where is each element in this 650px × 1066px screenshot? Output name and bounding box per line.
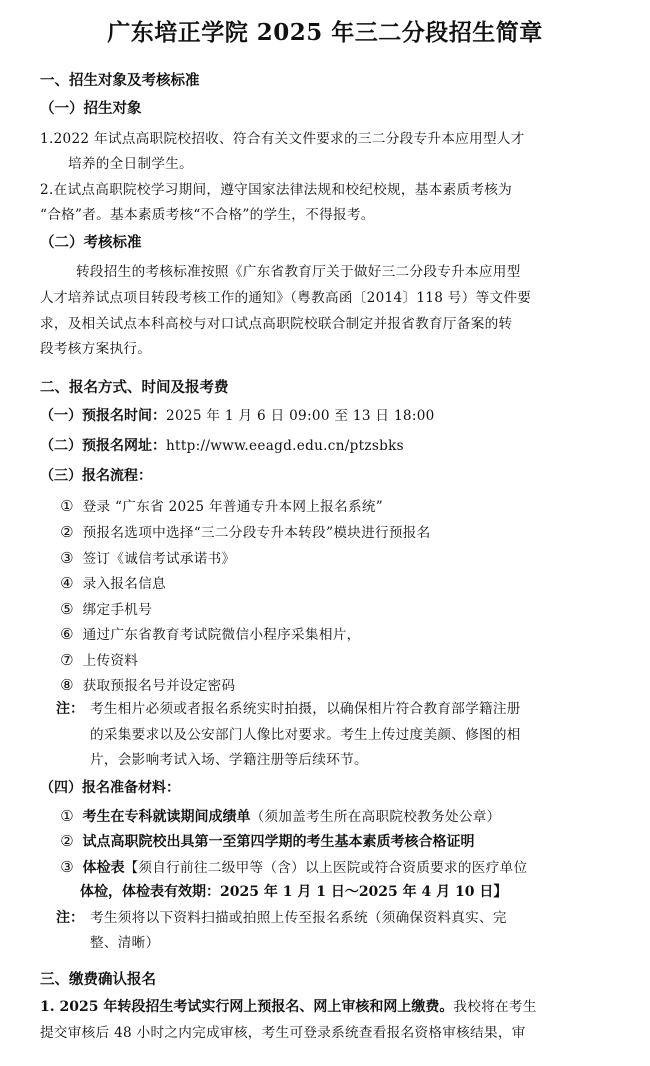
preregistration-time-label: （一）预报名时间： bbox=[40, 408, 166, 424]
flow-step-text: 登录 “广东省 2025 年普通专升本网上报名系统” bbox=[82, 499, 383, 515]
flow-step-text: 预报名选项中选择“三二分段专升本转段”模块进行预报名 bbox=[82, 525, 431, 541]
section-1-sub2-line3: 求，及相关试点本科高校与对口试点高职院校联合制定并报省教育厅备案的转 bbox=[40, 316, 513, 332]
flow-step-1 bbox=[56, 496, 383, 517]
section-1-heading: 一、招生对象及考核标准 bbox=[40, 72, 200, 89]
note-1-line3: 片，会影响考试入场、学籍注册等后续环节。 bbox=[90, 752, 368, 768]
material-1-title: 考生在专科就读期间成绩单 bbox=[82, 809, 251, 825]
section-2-heading: 二、报名方式、时间及报考费 bbox=[40, 379, 229, 396]
flow-step-7 bbox=[56, 650, 138, 671]
section-1-sub2-line1: 转段招生的考核标准按照《广东省教育厅关于做好三二分段专升本应用型 bbox=[76, 264, 521, 280]
flow-step-6 bbox=[56, 624, 361, 645]
flow-step-number: ⑤ bbox=[60, 600, 74, 618]
preregistration-site bbox=[40, 436, 404, 456]
flow-step-4 bbox=[56, 573, 166, 594]
note-2-label: 注： bbox=[56, 910, 84, 926]
materials-label: （四）报名准备材料： bbox=[40, 780, 180, 796]
flow-step-2 bbox=[56, 522, 431, 543]
preregistration-time-value: 2025 年 1 月 6 日 09:00 至 13 日 18:00 bbox=[166, 408, 435, 424]
preregistration-site-label: （二）预报名网址： bbox=[40, 438, 166, 454]
flow-step-text: 签订《诚信考试承诺书》 bbox=[82, 551, 236, 567]
section-1-sub1-p2-line1: 2.在试点高职院校学习期间，遵守国家法律法规和校纪校规，基本素质考核为 bbox=[40, 182, 513, 198]
section-3-p1-line1 bbox=[40, 997, 537, 1017]
flow-step-text: 通过广东省教育考试院微信小程序采集相片， bbox=[82, 627, 361, 643]
flow-step-text: 录入报名信息 bbox=[82, 576, 166, 592]
flow-step-3 bbox=[56, 548, 235, 569]
section-1-sub1-p2-line2: “合格”者。基本素质考核“不合格”的学生，不得报考。 bbox=[40, 207, 375, 223]
flow-step-number: ⑧ bbox=[60, 676, 74, 694]
flow-step-8 bbox=[56, 675, 235, 696]
section-3-heading: 三、缴费确认报名 bbox=[40, 971, 156, 988]
preregistration-time bbox=[40, 406, 435, 426]
section-1-sub2-heading: （二）考核标准 bbox=[40, 234, 142, 251]
flow-step-number: ② bbox=[60, 523, 74, 541]
material-3-detail: 【须自行前往二级甲等（含）以上医院或符合资质要求的医疗单位 bbox=[124, 860, 528, 876]
section-1-sub1-heading: （一）招生对象 bbox=[40, 100, 142, 117]
material-number: ③ bbox=[60, 858, 74, 876]
note-2-line2: 整、清晰） bbox=[90, 935, 160, 951]
flow-step-5 bbox=[56, 599, 152, 620]
document-title: 广东培正学院 2025 年三二分段招生简章 bbox=[107, 19, 543, 46]
note-2-line1: 考生须将以下资料扫描或拍照上传至报名系统（须确保资料真实、完 bbox=[90, 910, 507, 926]
material-2-title: 试点高职院校出具第一至第四学期的考生基本素质考核合格证明 bbox=[82, 834, 475, 850]
section-3-p1-line2: 提交审核后 48 小时之内完成审核，考生可登录系统查看报名资格审核结果，审 bbox=[40, 1025, 526, 1041]
flow-step-text: 获取预报名号并设定密码 bbox=[82, 678, 236, 694]
flow-step-number: ⑥ bbox=[60, 625, 74, 643]
flow-step-number: ⑦ bbox=[60, 651, 74, 669]
section-1-sub1-p1-line2: 培养的全日制学生。 bbox=[68, 156, 194, 172]
section-1-sub2-line4: 段考核方案执行。 bbox=[40, 341, 152, 357]
material-1-detail: （须加盖考生所在高职院校教务处公章） bbox=[250, 809, 501, 825]
section-1-sub2-line2: 人才培养试点项目转段考核工作的通知》（粤教高函〔2014〕118 号）等文件要 bbox=[40, 290, 532, 306]
material-3-line2: 体检，体检表有效期：2025 年 1 月 1 日～2025 年 4 月 10 日】 bbox=[80, 884, 508, 900]
section-1-sub1-p1-line1: 1.2022 年试点高职院校招收、符合有关文件要求的三二分段专升本应用型人才 bbox=[40, 131, 525, 147]
material-number: ① bbox=[60, 807, 74, 825]
flow-step-number: ① bbox=[60, 497, 74, 515]
material-3-title: 体检表 bbox=[82, 860, 125, 876]
registration-flow-label: （三）报名流程： bbox=[40, 468, 152, 484]
flow-step-text: 上传资料 bbox=[82, 653, 139, 669]
material-1 bbox=[56, 806, 501, 827]
note-1-line1: 考生相片必须或者报名系统实时拍摄，以确保相片符合教育部学籍注册 bbox=[90, 701, 521, 717]
material-number: ② bbox=[60, 832, 74, 850]
preregistration-site-url: http://www.eeagd.edu.cn/ptzsbks bbox=[166, 438, 404, 454]
material-2 bbox=[56, 831, 474, 852]
flow-step-text: 绑定手机号 bbox=[82, 602, 153, 618]
flow-step-number: ④ bbox=[60, 574, 74, 592]
note-1-line2: 的采集要求以及公安部门人像比对要求。考生上传过度美颜、修图的相 bbox=[90, 727, 521, 743]
material-3 bbox=[56, 857, 527, 878]
section-3-p1-rest: 我校将在考生 bbox=[453, 999, 537, 1015]
flow-step-number: ③ bbox=[60, 549, 74, 567]
section-3-p1-bold: 1. 2025 年转段招生考试实行网上预报名、网上审核和网上缴费。 bbox=[40, 999, 454, 1015]
note-1-label: 注： bbox=[56, 701, 84, 717]
